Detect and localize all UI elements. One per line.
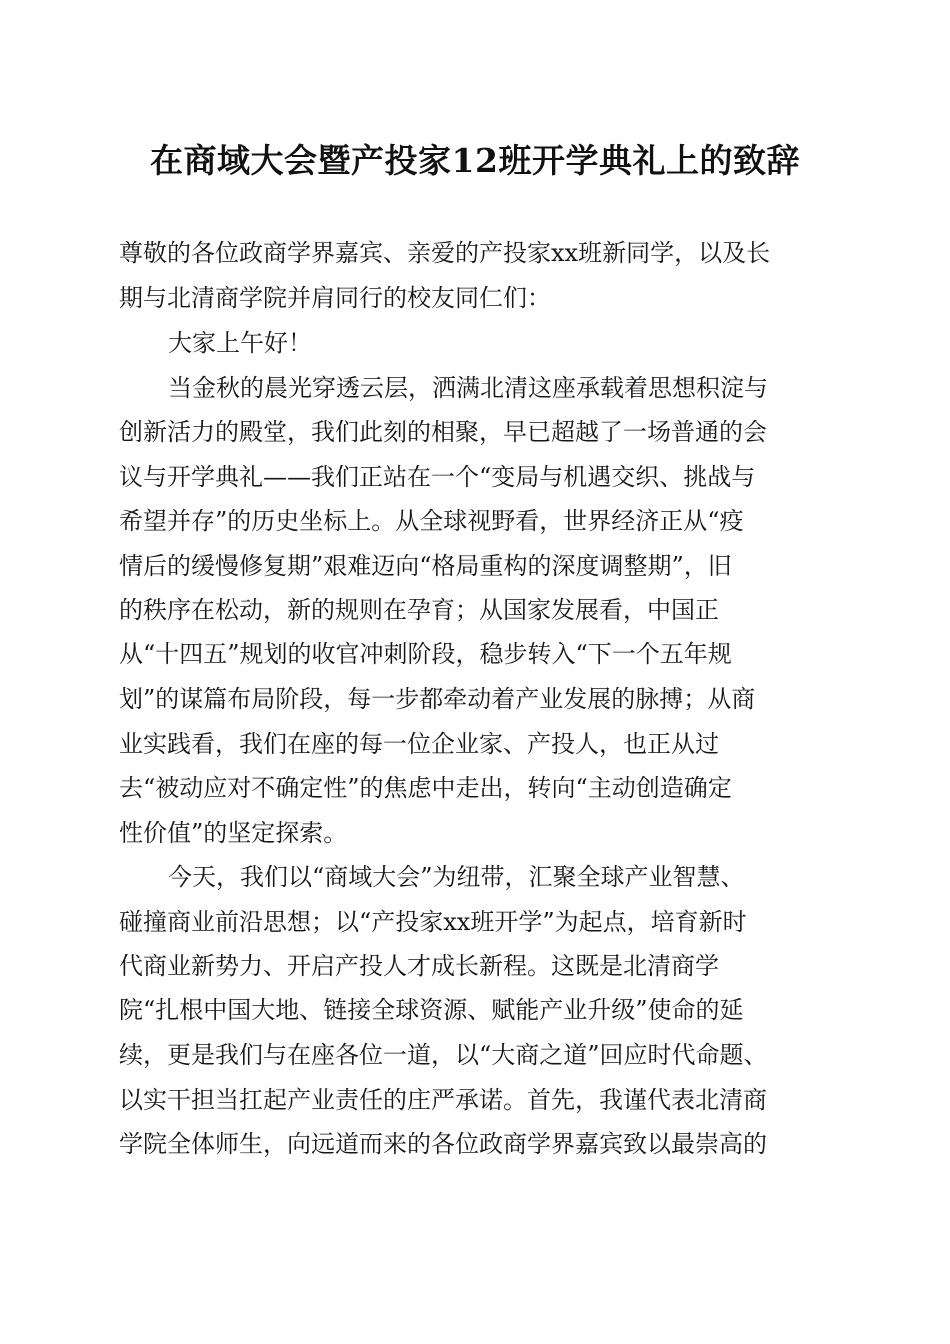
- paragraph-line: 去“被动应对不确定性”的焦虑中走出，转向“主动创造确定: [119, 774, 732, 802]
- paragraph-line: 当金秋的晨光穿透云层，洒满北清这座承载着思想积淀与: [168, 374, 768, 402]
- paragraph-line: 的秩序在松动，新的规则在孕育；从国家发展看，中国正: [119, 596, 719, 624]
- paragraph-line: 学院全体师生，向远道而来的各位政商学界嘉宾致以最崇高的: [119, 1130, 767, 1158]
- paragraph-line: 以实干担当扛起产业责任的庄严承诺。首先，我谨代表北清商: [119, 1086, 767, 1114]
- paragraph-line: 情后的缓慢修复期”艰难迈向“格局重构的深度调整期”，旧: [119, 552, 732, 580]
- paragraph-line: 续，更是我们与在座各位一道，以“大商之道”回应时代命题、: [119, 1041, 768, 1069]
- paragraph-line: 碰撞商业前沿思想；以“产投家xx班开学”为起点，培育新时: [119, 908, 747, 936]
- paragraph-line: 大家上午好！: [168, 329, 312, 357]
- paragraph-line: 希望并存”的历史坐标上。从全球视野看，世界经济正从“疫: [119, 507, 744, 535]
- paragraph-line: 从“十四五”规划的收官冲刺阶段，稳步转入“下一个五年规: [119, 640, 732, 668]
- paragraph-line: 创新活力的殿堂，我们此刻的相聚，早已超越了一场普通的会: [119, 418, 767, 446]
- paragraph-line: 院“扎根中国大地、链接全球资源、赋能产业升级”使命的延: [119, 996, 744, 1024]
- paragraph-line: 性价值”的坚定探索。: [119, 819, 348, 847]
- paragraph-line: 业实践看，我们在座的每一位企业家、产投人，也正从过: [119, 730, 719, 758]
- paragraph-line: 代商业新势力、开启产投人才成长新程。这既是北清商学: [119, 952, 719, 980]
- paragraph-line: 划”的谋篇布局阶段，每一步都牵动着产业发展的脉搏；从商: [119, 685, 756, 713]
- paragraph-line: 议与开学典礼——我们正站在一个“变局与机遇交织、挑战与: [119, 463, 756, 491]
- paragraph-line: 期与北清商学院并肩同行的校友同仁们：: [119, 284, 551, 312]
- document-title: 在商域大会暨产投家12班开学典礼上的致辞: [150, 141, 800, 180]
- paragraph-line: 尊敬的各位政商学界嘉宾、亲爱的产投家xx班新同学，以及长: [119, 239, 771, 267]
- paragraph-line: 今天，我们以“商域大会”为纽带，汇聚全球产业智慧、: [168, 863, 745, 891]
